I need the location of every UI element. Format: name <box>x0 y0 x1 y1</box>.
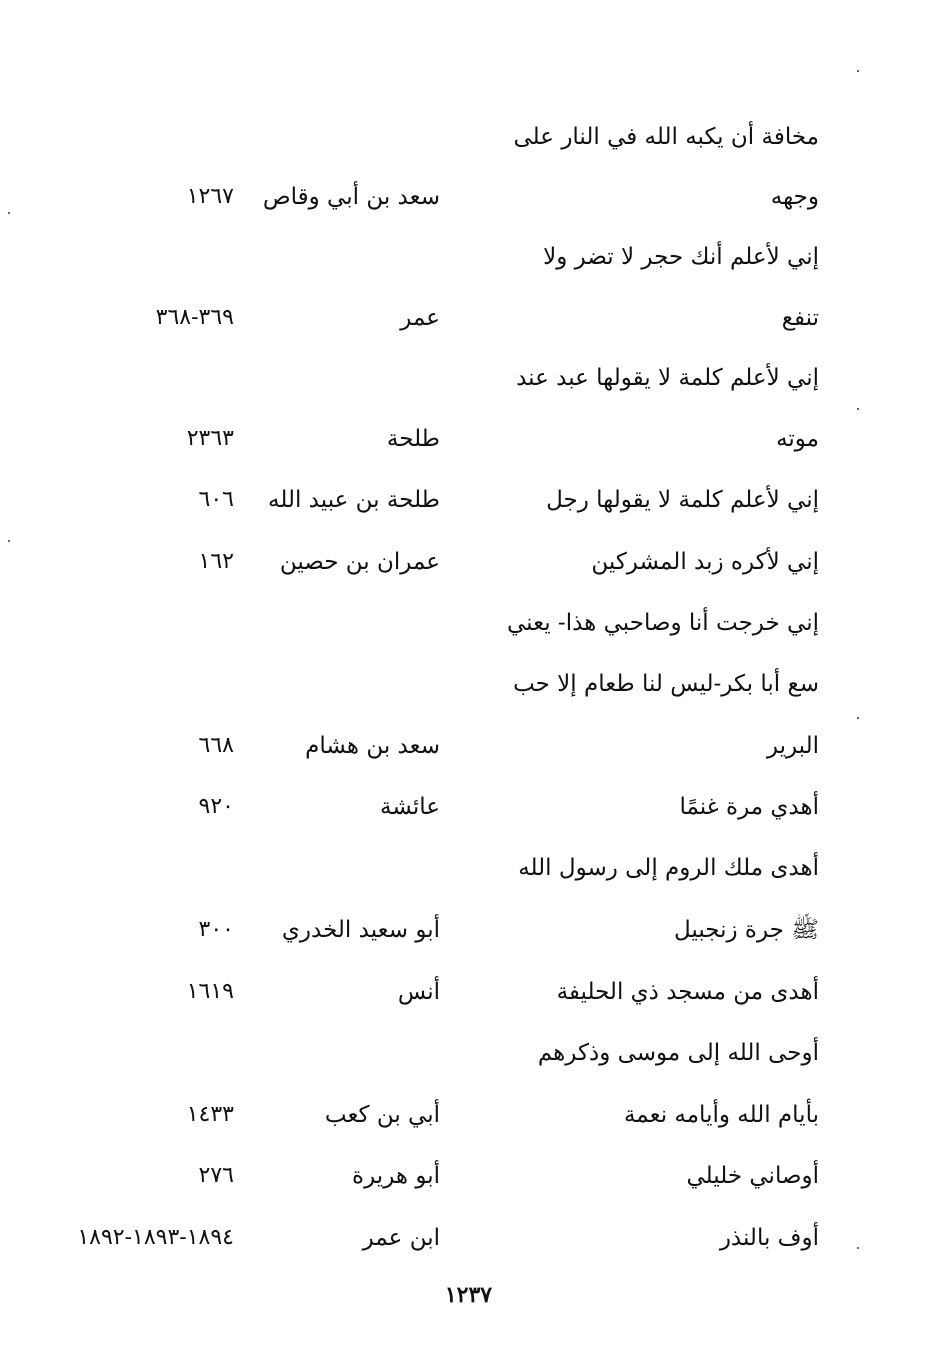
index-row <box>0 726 937 766</box>
index-row <box>0 480 937 520</box>
narrator-name: طلحة بن عبيد الله <box>268 487 440 513</box>
narrator-name: ابن عمر <box>362 1225 440 1251</box>
hadith-text: إني لأعلم أنك حجر لا تضر ولا <box>543 244 819 270</box>
hadith-text: موته <box>776 426 819 452</box>
hadith-text: أوحى الله إلى موسى وذكرهم <box>537 1040 819 1066</box>
scan-speck <box>857 1247 859 1249</box>
hadith-text: أوف بالنذر <box>719 1225 819 1251</box>
hadith-numbers: ١٢٦٧ <box>186 184 234 209</box>
hadith-numbers: ٣٠٠ <box>198 917 234 942</box>
hadith-text: ﷺ جرة زنجبيل <box>673 917 819 943</box>
hadith-text: أهدى ملك الروم إلى رسول الله <box>518 855 819 881</box>
scan-speck <box>8 540 10 542</box>
narrator-name: أبو هريرة <box>352 1163 440 1189</box>
narrator-name: عمران بن حصين <box>279 549 440 575</box>
hadith-text: وجهه <box>770 184 819 210</box>
narrator-name: أبو سعيد الخدري <box>281 917 440 943</box>
hadith-text: إني خرجت أنا وصاحبي هذا- يعني <box>507 610 819 636</box>
narrator-name: سعد بن هشام <box>305 733 440 759</box>
index-row <box>0 298 937 338</box>
hadith-numbers: ٣٦٩-٣٦٨ <box>155 305 234 330</box>
scan-speck <box>8 212 10 214</box>
index-row <box>0 1156 937 1196</box>
index-row <box>0 910 937 950</box>
scan-speck <box>857 717 859 719</box>
hadith-text: أهدي مرة غنمًا <box>679 794 819 820</box>
index-row <box>0 419 937 459</box>
hadith-text: سع أبا بكر-ليس لنا طعام إلا حب <box>513 671 819 697</box>
scan-speck <box>857 408 859 410</box>
hadith-numbers: ٢٧٦ <box>198 1163 234 1188</box>
page-number: ١٢٣٧ <box>444 1282 493 1308</box>
index-row <box>0 664 937 704</box>
hadith-text: تنفع <box>781 305 819 331</box>
hadith-text: إني لأعلم كلمة لا يقولها عبد عند <box>516 365 819 391</box>
index-row <box>0 542 937 582</box>
index-row <box>0 117 937 157</box>
narrator-name: أنس <box>397 979 440 1005</box>
hadith-numbers: ٦٠٦ <box>198 487 234 512</box>
index-row <box>0 1033 937 1073</box>
index-row <box>0 237 937 277</box>
narrator-name: أبي بن كعب <box>324 1102 440 1128</box>
hadith-text: مخافة أن يكبه الله في النار على <box>513 124 819 150</box>
index-row <box>0 177 937 217</box>
index-row <box>0 1095 937 1135</box>
hadith-text: البرير <box>766 733 819 759</box>
narrator-name: عمر <box>400 305 440 331</box>
narrator-name: عائشة <box>380 794 440 820</box>
index-row <box>0 603 937 643</box>
hadith-numbers: ١٦١٩ <box>186 979 234 1004</box>
narrator-name: سعد بن أبي وقاص <box>262 184 440 210</box>
hadith-numbers: ١٤٣٣ <box>186 1102 234 1127</box>
hadith-numbers: ٩٢٠ <box>198 794 234 819</box>
index-row <box>0 972 937 1012</box>
scan-speck <box>857 70 859 72</box>
hadith-text: إني لأعلم كلمة لا يقولها رجل <box>546 487 819 513</box>
index-row <box>0 358 937 398</box>
hadith-text: إني لأكره زبد المشركين <box>591 549 819 575</box>
index-row <box>0 1218 937 1258</box>
hadith-numbers: ١٨٩٤-١٨٩٣-١٨٩٢ <box>77 1225 234 1250</box>
hadith-numbers: ١٦٢ <box>198 549 234 574</box>
hadith-text: بأيام الله وأيامه نعمة <box>623 1102 819 1128</box>
index-row <box>0 787 937 827</box>
narrator-name: طلحة <box>386 426 440 452</box>
hadith-text: أوصاني خليلي <box>686 1163 819 1189</box>
hadith-text: أهدى من مسجد ذي الحليفة <box>556 979 819 1005</box>
hadith-numbers: ٦٦٨ <box>198 733 234 758</box>
hadith-numbers: ٢٣٦٣ <box>186 426 234 451</box>
index-row <box>0 848 937 888</box>
